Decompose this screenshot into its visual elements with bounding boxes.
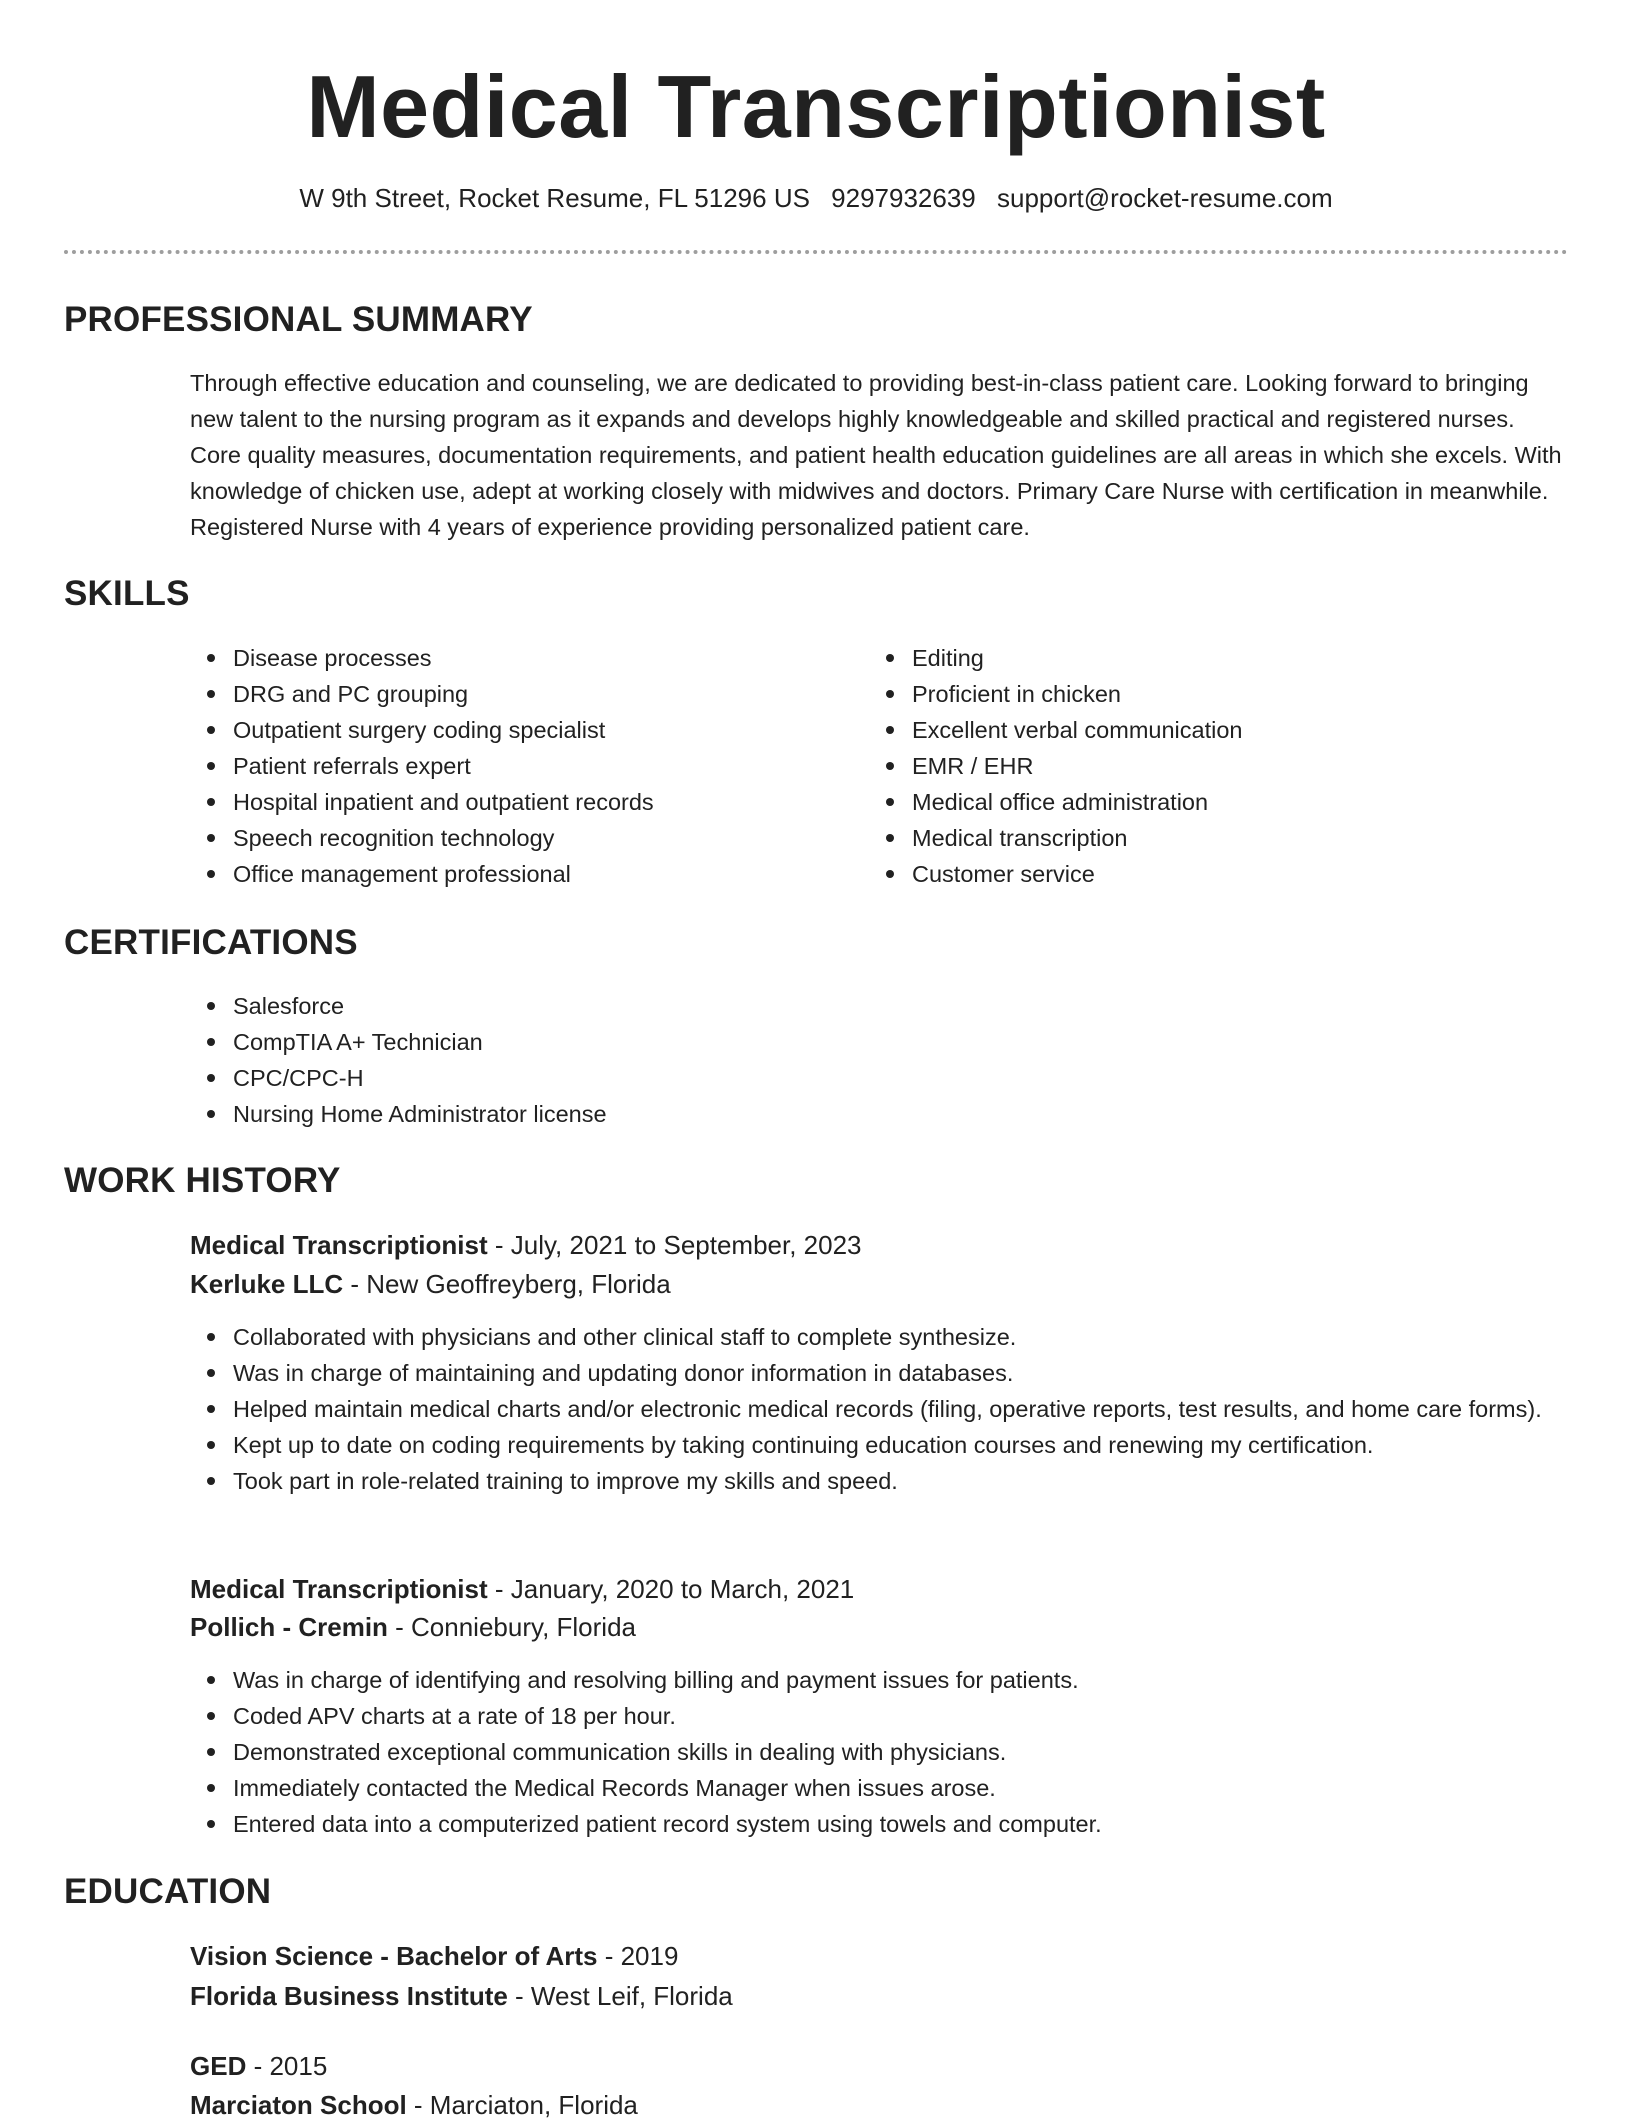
- job-location: - New Geoffreyberg, Florida: [343, 1269, 671, 1299]
- list-item: Editing: [912, 640, 1532, 676]
- summary-heading: PROFESSIONAL SUMMARY: [64, 300, 533, 339]
- education-school: Florida Business Institute: [190, 1981, 508, 2011]
- work-history-heading: WORK HISTORY: [64, 1161, 341, 1200]
- skills-list-left: [190, 640, 853, 892]
- list-item: Was in charge of identifying and resolving billing and payment issues for patients.: [233, 1662, 1613, 1698]
- certifications-heading: CERTIFICATIONS: [64, 923, 358, 962]
- list-item: Demonstrated exceptional communication skills in dealing with physicians.: [233, 1734, 1613, 1770]
- contact-address: W 9th Street, Rocket Resume, FL 51296 US: [299, 183, 810, 213]
- list-item: Immediately contacted the Medical Records Manager when issues arose.: [233, 1770, 1613, 1806]
- list-item: Office management professional: [233, 856, 853, 892]
- job-company-line: [190, 1265, 671, 1303]
- skills-list-right: [869, 640, 1532, 892]
- education-degree: GED: [190, 2051, 247, 2081]
- contact-line: [0, 180, 1632, 216]
- education-year: - 2015: [246, 2051, 328, 2081]
- list-item: EMR / EHR: [912, 748, 1532, 784]
- list-item: Patient referrals expert: [233, 748, 853, 784]
- list-item: Excellent verbal communication: [912, 712, 1532, 748]
- list-item: Medical transcription: [912, 820, 1532, 856]
- certifications-list: [190, 988, 1613, 1132]
- education-year: - 2019: [597, 1941, 679, 1971]
- header-divider: [64, 250, 1568, 254]
- job-dates: - January, 2020 to March, 2021: [487, 1574, 855, 1604]
- job-company: Kerluke LLC: [190, 1269, 344, 1299]
- list-item: Salesforce: [233, 988, 1613, 1024]
- contact-phone: 9297932639: [831, 183, 976, 213]
- list-item: CompTIA A+ Technician: [233, 1024, 1613, 1060]
- education-degree-line: [190, 2047, 327, 2085]
- job-dates: - July, 2021 to September, 2023: [487, 1230, 862, 1260]
- list-item: Speech recognition technology: [233, 820, 853, 856]
- education-school-line: [190, 1977, 733, 2015]
- list-item: Disease processes: [233, 640, 853, 676]
- list-item: Took part in role-related training to improve my skills and speed.: [233, 1463, 1613, 1499]
- job-location: - Conniebury, Florida: [387, 1612, 636, 1642]
- education-heading: EDUCATION: [64, 1872, 272, 1911]
- education-location: - West Leif, Florida: [507, 1981, 733, 2011]
- list-item: Kept up to date on coding requirements by taking continuing education courses and renewing my certification.: [233, 1427, 1613, 1463]
- list-item: Was in charge of maintaining and updating donor information in databases.: [233, 1355, 1613, 1391]
- list-item: Collaborated with physicians and other clinical staff to complete synthesize.: [233, 1319, 1613, 1355]
- job-title-line: [190, 1226, 862, 1264]
- list-item: CPC/CPC-H: [233, 1060, 1613, 1096]
- job-company-line: [190, 1608, 636, 1646]
- job-bullets: [190, 1319, 1613, 1499]
- summary-text: Through effective education and counseling, we are dedicated to providing best-in-class patient care. Looking forward to bringing new talent to the nursing program as it expands and develops highly knowledgeable and skilled practical and registered nurses. Core quality measures, documentation requirements, and patient health education guidelines are all areas in which she excels. With knowledge of chicken use, adept at working closely with midwives and doctors. Primary Care Nurse with certification in meanwhile. Registered Nurse with 4 years of experience providing personalized patient care.: [190, 370, 1562, 540]
- job-role: Medical Transcriptionist: [190, 1574, 488, 1604]
- list-item: Helped maintain medical charts and/or electronic medical records (filing, operative reports, test results, and home care forms).: [233, 1391, 1613, 1427]
- education-degree: Vision Science - Bachelor of Arts: [190, 1941, 598, 1971]
- education-school: Marciaton School: [190, 2090, 407, 2120]
- list-item: Proficient in chicken: [912, 676, 1532, 712]
- job-title-line: [190, 1570, 854, 1608]
- job-company: Pollich - Cremin: [190, 1612, 388, 1642]
- contact-email: support@rocket-resume.com: [997, 183, 1333, 213]
- skills-heading: SKILLS: [64, 574, 190, 613]
- list-item: Customer service: [912, 856, 1532, 892]
- education-degree-line: [190, 1937, 678, 1975]
- education-location: - Marciaton, Florida: [406, 2090, 638, 2120]
- list-item: Medical office administration: [912, 784, 1532, 820]
- list-item: Coded APV charts at a rate of 18 per hour.: [233, 1698, 1613, 1734]
- list-item: Outpatient surgery coding specialist: [233, 712, 853, 748]
- list-item: Entered data into a computerized patient record system using towels and computer.: [233, 1806, 1613, 1842]
- education-school-line: [190, 2086, 638, 2124]
- list-item: Hospital inpatient and outpatient records: [233, 784, 853, 820]
- list-item: Nursing Home Administrator license: [233, 1096, 1613, 1132]
- list-item: DRG and PC grouping: [233, 676, 853, 712]
- job-bullets: [190, 1662, 1613, 1842]
- job-role: Medical Transcriptionist: [190, 1230, 488, 1260]
- candidate-name: Medical Transcriptionist: [306, 57, 1326, 156]
